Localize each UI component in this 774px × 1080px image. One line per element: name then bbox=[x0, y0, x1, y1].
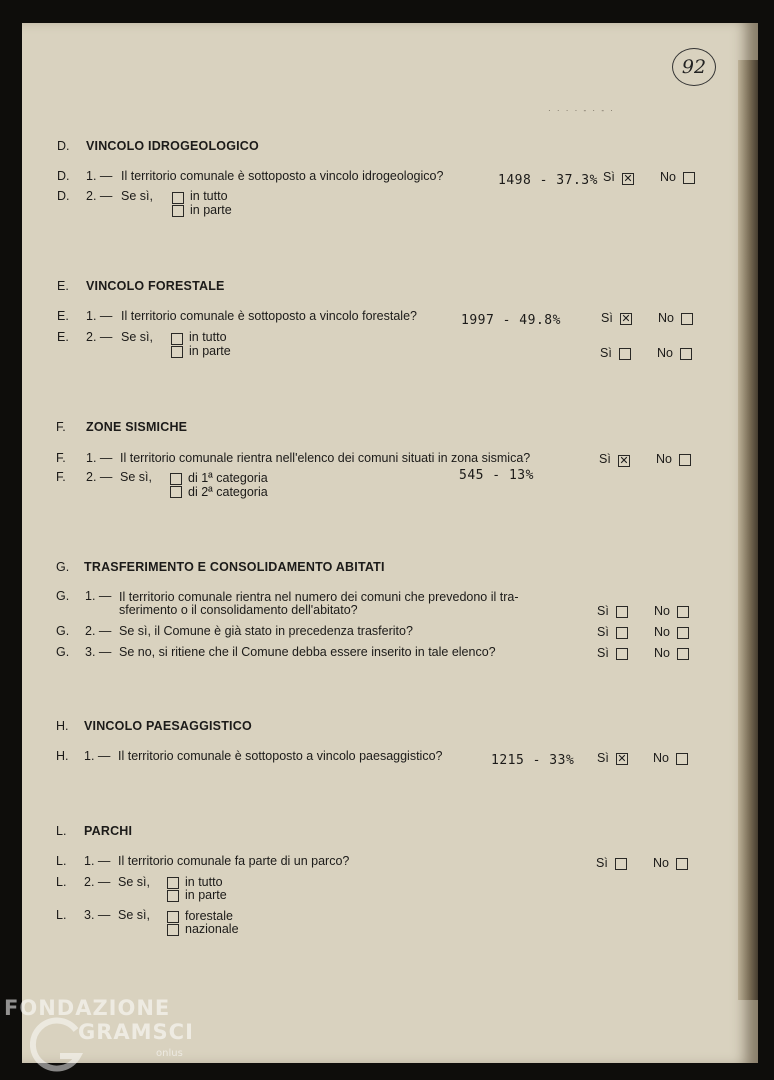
e2-opt2-label: in parte bbox=[189, 344, 231, 358]
section-letter-g: G. bbox=[56, 560, 70, 574]
e2-si-label: Sì bbox=[600, 346, 612, 360]
l2-opt1-label: in tutto bbox=[185, 875, 223, 889]
e2-no-checkbox[interactable] bbox=[680, 348, 692, 360]
g3-si-label: Sì bbox=[597, 646, 609, 660]
f1-number: 1. — bbox=[86, 451, 113, 465]
e1-number: 1. — bbox=[86, 309, 113, 323]
section-letter-f: F. bbox=[56, 420, 66, 434]
d1-letter: D. bbox=[57, 169, 70, 183]
d1-si-checkbox[interactable]: ✕ bbox=[623, 172, 633, 185]
watermark-line2: GRAMSCI bbox=[78, 1020, 194, 1044]
section-title-e: VINCOLO FORESTALE bbox=[86, 279, 225, 293]
g1-si-checkbox[interactable] bbox=[616, 606, 628, 618]
h1-si-checkbox[interactable]: ✕ bbox=[617, 752, 627, 765]
d1-si-label: Sì bbox=[603, 170, 615, 184]
l3-letter: L. bbox=[56, 908, 67, 922]
section-title-h: VINCOLO PAESAGGISTICO bbox=[84, 719, 252, 733]
section-title-d: VINCOLO IDROGEOLOGICO bbox=[86, 139, 259, 153]
f1-si-label: Sì bbox=[599, 452, 611, 466]
f1-letter: F. bbox=[56, 451, 66, 465]
e1-si-label: Sì bbox=[601, 311, 613, 325]
g2-question: Se sì, il Comune è già stato in precedenza trasferito? bbox=[119, 624, 413, 638]
watermark-suffix: onlus bbox=[156, 1048, 183, 1059]
l1-letter: L. bbox=[56, 854, 67, 868]
section-letter-d: D. bbox=[57, 139, 70, 153]
h1-no-checkbox[interactable] bbox=[676, 753, 688, 765]
d2-lead: Se sì, bbox=[121, 189, 153, 203]
e1-question: Il territorio comunale è sottoposto a vincolo forestale? bbox=[121, 309, 417, 323]
d1-question: Il territorio comunale è sottoposto a vincolo idrogeologico? bbox=[121, 169, 444, 183]
section-title-f: ZONE SISMICHE bbox=[86, 420, 188, 434]
g1-no-checkbox[interactable] bbox=[677, 606, 689, 618]
d1-no-label: No bbox=[660, 170, 676, 184]
g3-no-checkbox[interactable] bbox=[677, 648, 689, 660]
g2-number: 2. — bbox=[85, 624, 112, 638]
d1-no-checkbox[interactable] bbox=[683, 172, 695, 184]
g1-question-line1: Il territorio comunale rientra nel numero dei comuni che prevedono il tra- bbox=[119, 590, 519, 604]
l1-si-label: Sì bbox=[596, 856, 608, 870]
l1-question: Il territorio comunale fa parte di un parco? bbox=[118, 854, 350, 868]
d2-number: 2. — bbox=[86, 189, 113, 203]
f2-lead: Se sì, bbox=[120, 470, 152, 484]
l2-number: 2. — bbox=[84, 875, 111, 889]
e2-si-checkbox[interactable] bbox=[619, 348, 631, 360]
g1-letter: G. bbox=[56, 589, 70, 603]
l2-lead: Se sì, bbox=[118, 875, 150, 889]
section-letter-h: H. bbox=[56, 719, 69, 733]
f2-letter: F. bbox=[56, 470, 66, 484]
h1-handwritten-note: 1215 - 33% bbox=[491, 753, 575, 768]
e2-opt1-checkbox[interactable] bbox=[171, 333, 183, 345]
l2-opt2-label: in parte bbox=[185, 888, 227, 902]
e1-letter: E. bbox=[57, 309, 69, 323]
page-number: 92 bbox=[672, 48, 716, 86]
d2-opt2-checkbox[interactable] bbox=[172, 205, 184, 217]
g2-letter: G. bbox=[56, 624, 70, 638]
d2-letter: D. bbox=[57, 189, 70, 203]
g3-no-label: No bbox=[654, 646, 670, 660]
section-title-l: PARCHI bbox=[84, 824, 133, 838]
g1-question-line2: sferimento o il consolidamento dell'abitato? bbox=[119, 603, 358, 617]
g3-question: Se no, si ritiene che il Comune debba essere inserito in tale elenco? bbox=[119, 645, 496, 659]
e2-number: 2. — bbox=[86, 330, 113, 344]
g3-si-checkbox[interactable] bbox=[616, 648, 628, 660]
f2-opt2-checkbox[interactable] bbox=[170, 486, 182, 498]
h1-letter: H. bbox=[56, 749, 69, 763]
l3-opt2-label: nazionale bbox=[185, 922, 239, 936]
l2-opt2-checkbox[interactable] bbox=[167, 890, 179, 902]
d2-opt2-label: in parte bbox=[190, 203, 232, 217]
l3-lead: Se sì, bbox=[118, 908, 150, 922]
e1-si-checkbox[interactable]: ✕ bbox=[621, 312, 631, 325]
l3-opt1-label: forestale bbox=[185, 909, 233, 923]
l1-no-checkbox[interactable] bbox=[676, 858, 688, 870]
l3-opt1-checkbox[interactable] bbox=[167, 911, 179, 923]
l3-opt2-checkbox[interactable] bbox=[167, 924, 179, 936]
d2-opt1-checkbox[interactable] bbox=[172, 192, 184, 204]
d2-opt1-label: in tutto bbox=[190, 189, 228, 203]
g3-number: 3. — bbox=[85, 645, 112, 659]
f1-question: Il territorio comunale rientra nell'elenco dei comuni situati in zona sismica? bbox=[120, 451, 531, 465]
l2-letter: L. bbox=[56, 875, 67, 889]
l3-number: 3. — bbox=[84, 908, 111, 922]
d1-handwritten-note: 1498 - 37.3% bbox=[498, 173, 598, 188]
page-edge bbox=[738, 60, 758, 1000]
h1-number: 1. — bbox=[84, 749, 111, 763]
e1-no-label: No bbox=[658, 311, 674, 325]
f2-opt2-label: di 2ª categoria bbox=[188, 485, 268, 499]
l1-si-checkbox[interactable] bbox=[615, 858, 627, 870]
section-letter-e: E. bbox=[57, 279, 69, 293]
g2-no-label: No bbox=[654, 625, 670, 639]
l2-opt1-checkbox[interactable] bbox=[167, 877, 179, 889]
f-handwritten-note: 545 - 13% bbox=[459, 468, 534, 483]
l1-no-label: No bbox=[653, 856, 669, 870]
e2-lead: Se sì, bbox=[121, 330, 153, 344]
g1-si-label: Sì bbox=[597, 604, 609, 618]
g2-no-checkbox[interactable] bbox=[677, 627, 689, 639]
faint-marks: · · · · - · - · bbox=[548, 106, 615, 115]
l1-number: 1. — bbox=[84, 854, 111, 868]
e2-letter: E. bbox=[57, 330, 69, 344]
g2-si-label: Sì bbox=[597, 625, 609, 639]
f1-no-label: No bbox=[656, 452, 672, 466]
e2-opt1-label: in tutto bbox=[189, 330, 227, 344]
f2-number: 2. — bbox=[86, 470, 113, 484]
g3-letter: G. bbox=[56, 645, 70, 659]
e2-no-label: No bbox=[657, 346, 673, 360]
h1-si-label: Sì bbox=[597, 751, 609, 765]
g1-number: 1. — bbox=[85, 589, 112, 603]
e2-opt2-checkbox[interactable] bbox=[171, 346, 183, 358]
f1-si-checkbox[interactable]: ✕ bbox=[619, 454, 629, 467]
e1-handwritten-note: 1997 - 49.8% bbox=[461, 313, 561, 328]
section-title-g: TRASFERIMENTO E CONSOLIDAMENTO ABITATI bbox=[84, 560, 385, 574]
g1-no-label: No bbox=[654, 604, 670, 618]
watermark-line1: FONDAZIONE bbox=[4, 996, 171, 1020]
g2-si-checkbox[interactable] bbox=[616, 627, 628, 639]
section-letter-l: L. bbox=[56, 824, 67, 838]
f2-opt1-label: di 1ª categoria bbox=[188, 471, 268, 485]
e1-no-checkbox[interactable] bbox=[681, 313, 693, 325]
h1-no-label: No bbox=[653, 751, 669, 765]
f1-no-checkbox[interactable] bbox=[679, 454, 691, 466]
d1-number: 1. — bbox=[86, 169, 113, 183]
h1-question: Il territorio comunale è sottoposto a vincolo paesaggistico? bbox=[118, 749, 443, 763]
f2-opt1-checkbox[interactable] bbox=[170, 473, 182, 485]
